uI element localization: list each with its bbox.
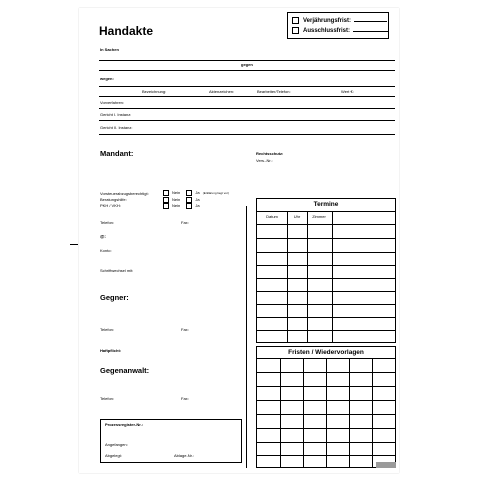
client-account-label: Konto: [100, 248, 112, 253]
vat-yes-checkbox[interactable] [186, 190, 192, 196]
appointments-panel [256, 198, 396, 343]
started-label: Angefangen: [105, 442, 128, 447]
client-fax-label: Fax: [181, 220, 189, 225]
legal-aid-label: PKH / VKH: [100, 203, 121, 208]
correspondence-label: Schriftwechsel mit: [100, 268, 134, 273]
client-section-title: Mandant: [100, 149, 134, 158]
column-separator [246, 206, 247, 468]
deadlines-row-line [257, 455, 395, 456]
columns-line [99, 96, 395, 97]
counselling-aid-label: Beratungshilfe: [100, 197, 127, 202]
form-title: Handakte [99, 24, 154, 38]
punch-mark [70, 244, 78, 245]
deadlines-row-line [257, 400, 395, 401]
register-box [100, 419, 242, 463]
appointments-row-line [257, 304, 395, 305]
col-clerk-phone: Bearbeiter/Telefon: [257, 89, 291, 94]
legal-aid-no-label: Nein [172, 203, 181, 209]
deadlines-vline [280, 358, 281, 467]
register-number-label: Prozessregister-Nr.: [105, 422, 144, 427]
vat-label: Vorsteuerabzugsberechtigt: [100, 191, 149, 196]
appointments-row-line [257, 224, 395, 225]
appointments-vline-3 [332, 211, 333, 342]
gericht2-label: Gericht II. Instanz: [100, 125, 133, 130]
deadlines-vline [349, 358, 350, 467]
deadline-box [287, 12, 389, 39]
filed-label: Abgelegt: [105, 453, 122, 458]
client-phone-label: Telefon: [100, 220, 115, 225]
vorverfahren-line[interactable] [99, 108, 395, 109]
deadlines-vline [303, 358, 304, 467]
appointments-row-line [257, 265, 395, 266]
col-file-number: Aktenzeichen: [209, 89, 235, 94]
appointments-col-room: Zimmer [312, 214, 326, 219]
appointments-title-divider [257, 211, 395, 212]
vat-no-label: Nein [172, 190, 181, 196]
appointments-row-line [257, 238, 395, 239]
opponent-fax-label: Fax: [181, 327, 189, 332]
appointments-row-line [257, 252, 395, 253]
deadlines-row-line [257, 442, 395, 443]
legal-insurance-label: Rechtsschutz: [256, 151, 284, 156]
form-sheet [79, 8, 399, 473]
appointments-col-date: Datum [266, 214, 278, 219]
liability-label: Haftpflicht: [100, 348, 122, 353]
deadlines-panel [256, 346, 396, 468]
legal-aid-yes-label: Ja [195, 203, 200, 209]
deadlines-vline [326, 358, 327, 467]
vat-note: (Erklärung liegt vor) [202, 191, 229, 196]
vat-yes-label: Ja [195, 190, 200, 196]
deadlines-row-line [257, 428, 395, 429]
appointments-row-line [257, 278, 395, 279]
wegen-label: wegen: [100, 76, 114, 81]
vorverfahren-label: Vorverfahren: [100, 100, 125, 105]
gegen-line[interactable] [99, 70, 395, 71]
counsel-phone-label: Telefon: [100, 396, 115, 401]
deadlines-title: Fristen / Wiedervorlagen [288, 349, 364, 356]
legal-aid-no-checkbox[interactable] [163, 203, 169, 209]
opponent-section-title: Gegner: [100, 293, 129, 302]
wegen-line[interactable] [99, 86, 395, 87]
limitation-deadline-row[interactable] [292, 17, 387, 24]
gericht1-line[interactable] [99, 120, 395, 121]
appointments-vline-1 [287, 211, 288, 342]
opponent-phone-label: Telefon: [100, 327, 115, 332]
client-email-label: @: [100, 234, 106, 239]
appointments-row-line [257, 330, 395, 331]
col-designation: Bezeichnung: [142, 89, 167, 94]
counsel-section-title: Gegenanwalt: [100, 366, 150, 375]
limitation-deadline-label: Verjährungsfrist: [303, 18, 352, 25]
deadlines-row-line [257, 414, 395, 415]
preclusion-deadline-label: Ausschlussfrist: [303, 28, 351, 35]
preclusion-deadline-field[interactable] [353, 31, 389, 32]
deadlines-vline [372, 358, 373, 467]
deadlines-row-line [257, 386, 395, 387]
counselling-no-label: Nein [172, 197, 181, 203]
legal-aid-yes-checkbox[interactable] [186, 203, 192, 209]
counselling-yes-label: Ja [195, 197, 200, 203]
vat-options[interactable] [163, 190, 229, 196]
col-value: Wert €: [341, 89, 354, 94]
insurance-number-label: Vers.-Nr.: [256, 158, 273, 163]
gegen-label: gegen [241, 62, 253, 67]
preclusion-deadline-checkbox[interactable] [292, 27, 299, 34]
storage-number-label: Ablage-Nr.: [174, 453, 195, 458]
deadlines-row-line [257, 372, 395, 373]
vat-no-checkbox[interactable] [163, 190, 169, 196]
counsel-fax-label: Fax: [181, 396, 189, 401]
in-sachen-line[interactable] [99, 60, 395, 61]
appointments-row-line [257, 291, 395, 292]
limitation-deadline-field[interactable] [354, 21, 387, 22]
gericht1-label: Gericht I. Instanz: [100, 112, 132, 117]
limitation-deadline-checkbox[interactable] [292, 17, 299, 24]
gray-tab-marker [376, 462, 396, 468]
appointments-title: Termine [313, 201, 339, 208]
appointments-vline-2 [307, 211, 308, 342]
legal-aid-options[interactable] [163, 203, 200, 209]
in-sachen-label: In Sachen [100, 47, 119, 52]
appointments-col-time: Uhr [293, 214, 301, 219]
appointments-row-line [257, 317, 395, 318]
gericht2-line[interactable] [99, 134, 395, 135]
preclusion-deadline-row[interactable] [292, 27, 389, 34]
